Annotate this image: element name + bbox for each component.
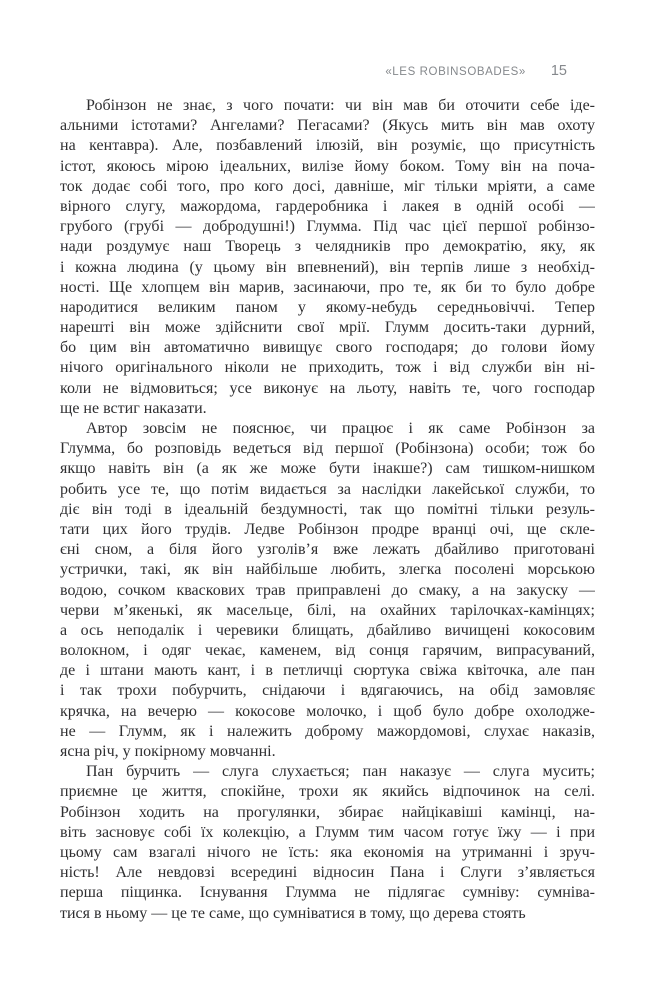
text-line: Автор зовсім не пояснює, чи працює і як саме Робінзон за: [86, 420, 595, 437]
text-line: нади роздумує наш Творець з челядників про демократію, яку, як: [60, 238, 595, 256]
text-line: віть засновує собі їх колекцію, а Глумм тим часом готує їжу — і при: [60, 823, 595, 841]
text-line: єні сном, а біля його узголів’я вже лежать дбайливо приготовані: [60, 541, 595, 559]
text-line: перша піщинка. Існування Глумма не підлягає сумніву: сумніва-: [60, 884, 595, 902]
text-line: крячка, на вечерю — кокосове молочко, і щоб було добре охолодже-: [60, 702, 595, 720]
text-line: Глумма, бо розповідь ведеться від першої (Робінзона) особи; тож бо: [60, 440, 595, 458]
text-line: народитися великим паном у якому-небудь середньовіччі. Тепер: [60, 298, 595, 316]
text-line: діє він тоді в ідеальній бездумності, так що помітні тільки резуль-: [60, 500, 595, 518]
text-line: бо цим він автоматично вивищує свого господаря; до голови йому: [60, 339, 595, 357]
text-line: цьому сам взагалі нічого не їсть: яка економія на утриманні і зруч-: [60, 843, 595, 861]
text-line: ності. Ще хлопцем він марив, засинаючи, про те, як би то було добре: [60, 278, 595, 296]
text-line: а ось неподалік і черевики блищать, дбайливо вичищені кокосовим: [60, 621, 595, 639]
text-line: тати цих його трудів. Ледве Робінзон продре вранці очі, ще скле-: [60, 520, 595, 538]
text-line: Пан бурчить — слуга слухається; пан наказує — слуга мусить;: [86, 763, 595, 781]
text-line: Робінзон не знає, з чого почати: чи він мав би оточити себе іде-: [86, 97, 595, 114]
text-line: тися в ньому — це те саме, що сумніватися в тому, що дерева стоять: [60, 904, 526, 922]
text-line: робить усе те, що потім видається за наслідки лакейської служби, то: [60, 480, 595, 498]
text-line: ясна річ, у покірному мовчанні.: [60, 743, 276, 760]
text-line: нічого оригінального ніколи не приходить, тож і від служби він ні-: [60, 359, 595, 377]
text-line: Робінзон ходить на прогулянки, збирає найцікавіші камінці, на-: [60, 803, 595, 821]
text-block: [60, 96, 595, 924]
text-line: істот, якоюсь мірою ідеальних, вилізе йому боком. Тому він на поча-: [60, 157, 595, 175]
text-line: ність! Але невдовзі всередині відносин Пана і Слуги з’являється: [60, 864, 595, 882]
text-line: нарешті він може здійснити свої мрії. Глумм досить-таки дурний,: [60, 319, 595, 337]
text-line: ток додає собі того, про кого досі, давніше, міг тільки мріяти, а саме: [60, 177, 595, 195]
text-line: і так трохи побурчить, снідаючи і вдягаючись, на обід замовляє: [60, 682, 595, 700]
text-line: грубого (грубі — добродушні!) Глумма. Під час цієї першої робінзо-: [60, 218, 595, 236]
text-line: ще не встиг наказати.: [60, 399, 207, 417]
text-line: якщо навіть він (а як же може бути інакше?) сам тишком-нишком: [60, 460, 595, 478]
text-line: коли не відмовиться; усе виконує на льоту, навіть те, чого господар: [60, 379, 595, 397]
page-number: 15: [550, 63, 567, 79]
text-line: волокном, і одяг чекає, каменем, від сонця гарячим, випрасуваний,: [60, 642, 595, 660]
text-line: де і штани мають кант, і в петличці сюртука свіжа квіточка, але пан: [60, 662, 595, 680]
text-line: не — Глумм, як і належить доброму мажордомові, слухає наказів,: [60, 722, 595, 740]
text-line: і кожна людина (у цьому він впевнений), він терпів лише з необхід-: [60, 258, 595, 276]
text-line: приємне це життя, спокійне, трохи як якийсь відпочинок на селі.: [60, 783, 595, 801]
text-line: черви м’якенькі, як масельце, білі, на охайних тарілочках-камінцях;: [60, 601, 595, 619]
text-line: устрички, такі, як він найбільше любить, злегка посолені морською: [60, 561, 595, 579]
text-line: водою, сочком кваскових трав приправлені до смаку, а на закуску —: [60, 581, 595, 599]
text-line: альними істотами? Ангелами? Пегасами? (Якусь мить він мав охоту: [60, 117, 595, 135]
running-title: «LES ROBINSOBADES»: [385, 66, 526, 78]
text-line: на кентавра). Але, позбавлений ілюзій, він розуміє, що присутність: [60, 137, 595, 155]
text-line: вірного слугу, мажордома, гардеробника і лакея в одній особі —: [60, 197, 595, 215]
page-header: [60, 63, 595, 79]
